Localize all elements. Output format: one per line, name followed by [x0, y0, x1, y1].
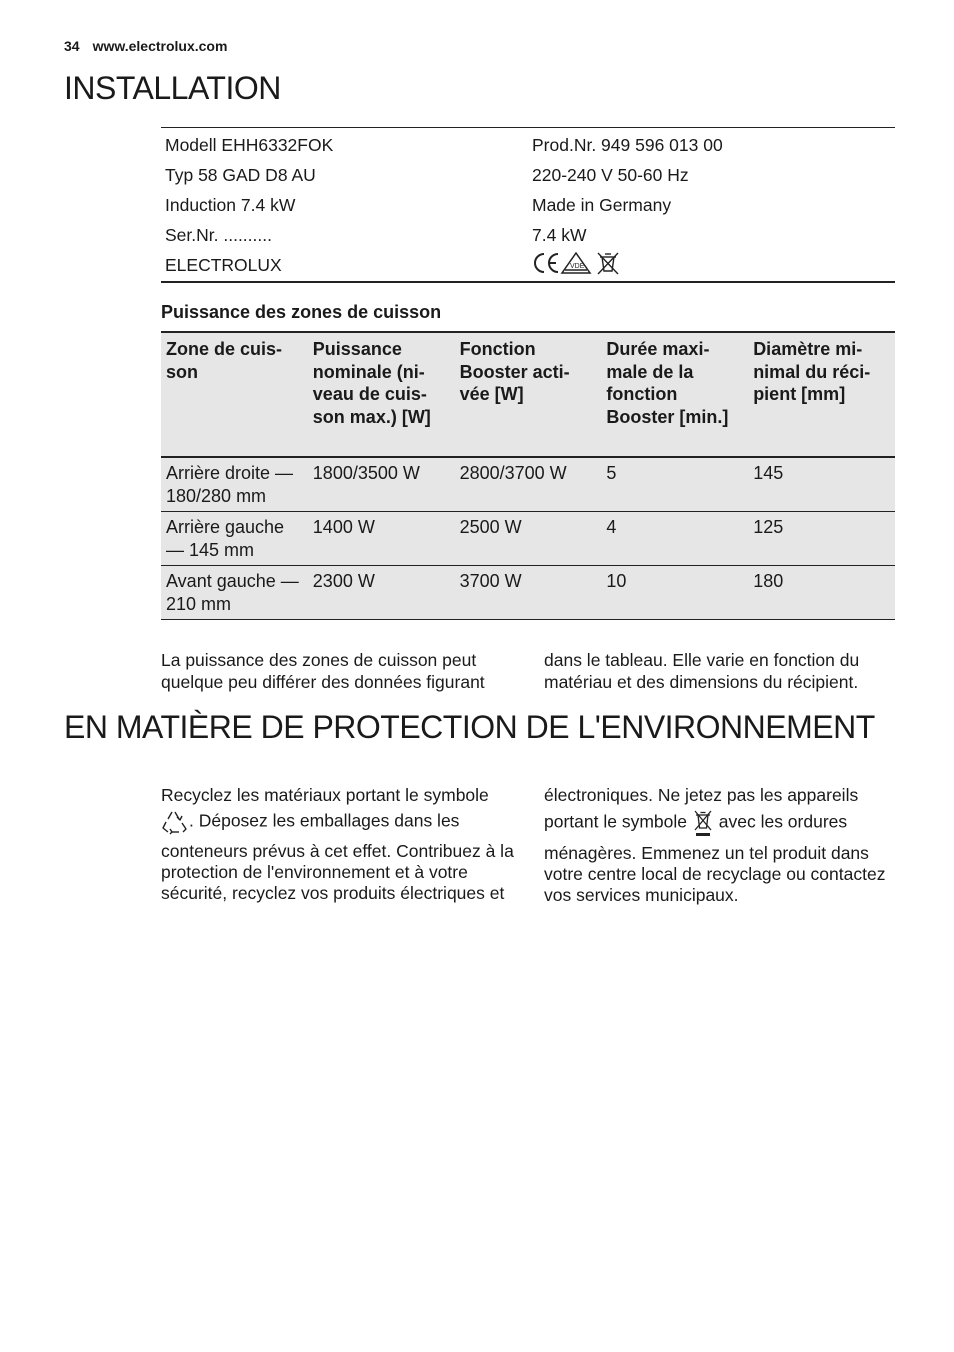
rating-cell: 7.4 kW	[532, 224, 587, 245]
table-cell: Arrière droite — 180/280 mm	[161, 457, 308, 512]
rating-cell: Prod.Nr. 949 596 013 00	[532, 134, 723, 155]
text-fragment: avec les ordures	[718, 811, 848, 832]
table-cell: 1800/3500 W	[308, 457, 455, 512]
page-header	[64, 38, 227, 54]
table-cell: 10	[601, 566, 748, 620]
power-note-right: dans le tableau. Elle varie en fonction du matériau et des dimensions du récipient.	[544, 650, 860, 692]
environment-text-right	[544, 785, 904, 906]
table-row	[161, 190, 895, 220]
rating-cell: Ser.Nr. ..........	[165, 224, 272, 245]
weee-bin-icon	[598, 253, 618, 274]
column-header: Durée maxi-male de la fonction Booster [min.]	[601, 332, 748, 457]
certification-icons	[532, 250, 622, 276]
rating-cell: Induction 7.4 kW	[165, 194, 296, 215]
table-cell: 2500 W	[455, 512, 602, 566]
table-row	[161, 160, 895, 190]
text-line-with-icon	[544, 809, 904, 837]
power-table-title: Puissance des zones de cuisson	[161, 302, 442, 322]
crossed-bin-icon	[692, 809, 714, 837]
table-row	[161, 512, 895, 566]
table-row	[161, 457, 895, 512]
rating-plate-table	[161, 127, 895, 283]
environment-title: EN MATIÈRE DE PROTECTION DE L'ENVIRONNEMENT	[64, 709, 875, 745]
environment-text-left	[161, 785, 521, 904]
table-cell: 2300 W	[308, 566, 455, 620]
text-fragment: portant le symbole	[544, 811, 687, 832]
column-header: Diamètre mi-nimal du réci-pient [mm]	[748, 332, 895, 457]
website-url[interactable]: www.electrolux.com	[92, 38, 228, 54]
column-header: Fonction Booster acti-vée [W]	[455, 332, 602, 457]
table-cell: 145	[748, 457, 895, 512]
text-line: électroniques. Ne jetez pas les appareils	[544, 785, 859, 805]
ce-mark-icon	[535, 254, 558, 272]
power-zones-table	[161, 331, 895, 620]
installation-title: INSTALLATION	[64, 70, 281, 106]
vde-mark-icon	[562, 253, 590, 273]
recycle-icon	[161, 809, 189, 835]
table-cell: 1400 W	[308, 512, 455, 566]
column-header: Puissance nominale (ni-veau de cuis-son max.) [W]	[308, 332, 455, 457]
rating-cell: 220-240 V 50-60 Hz	[532, 164, 689, 185]
page-number: 34	[64, 38, 80, 54]
text-fragment: . Déposez les emballages dans les	[189, 810, 460, 831]
rating-cell: Modell EHH6332FOK	[165, 134, 334, 155]
rating-cell: ELECTROLUX	[165, 255, 282, 275]
svg-text:VDE: VDE	[570, 263, 585, 270]
text-line-with-icon	[161, 809, 521, 835]
table-cell: Arrière gauche — 145 mm	[161, 512, 308, 566]
text-paragraph: ménagères. Emmenez un tel produit dans votre centre local de recyclage ou contactez vos services municipaux.	[544, 843, 886, 905]
certification-marks	[528, 250, 895, 282]
power-note-left: La puissance des zones de cuisson peut quelque peu différer des données figurant	[161, 650, 485, 692]
table-header-row	[161, 332, 895, 457]
column-header: Zone de cuis-son	[161, 332, 308, 457]
rating-cell: Made in Germany	[532, 194, 672, 215]
rating-cell: Typ 58 GAD D8 AU	[165, 164, 316, 185]
table-row	[161, 128, 895, 161]
text-line: Recyclez les matériaux portant le symbole	[161, 785, 489, 805]
table-cell: 5	[601, 457, 748, 512]
table-cell: 125	[748, 512, 895, 566]
table-cell: Avant gauche — 210 mm	[161, 566, 308, 620]
table-row	[161, 566, 895, 620]
text-paragraph: conteneurs prévus à cet effet. Contribuez à la protection de l'environnement et à votre sécurité, recyclez vos produits électriques et	[161, 841, 514, 903]
table-row	[161, 250, 895, 282]
table-row	[161, 220, 895, 250]
table-cell: 180	[748, 566, 895, 620]
table-cell: 3700 W	[455, 566, 602, 620]
table-cell: 2800/3700 W	[455, 457, 602, 512]
table-cell: 4	[601, 512, 748, 566]
